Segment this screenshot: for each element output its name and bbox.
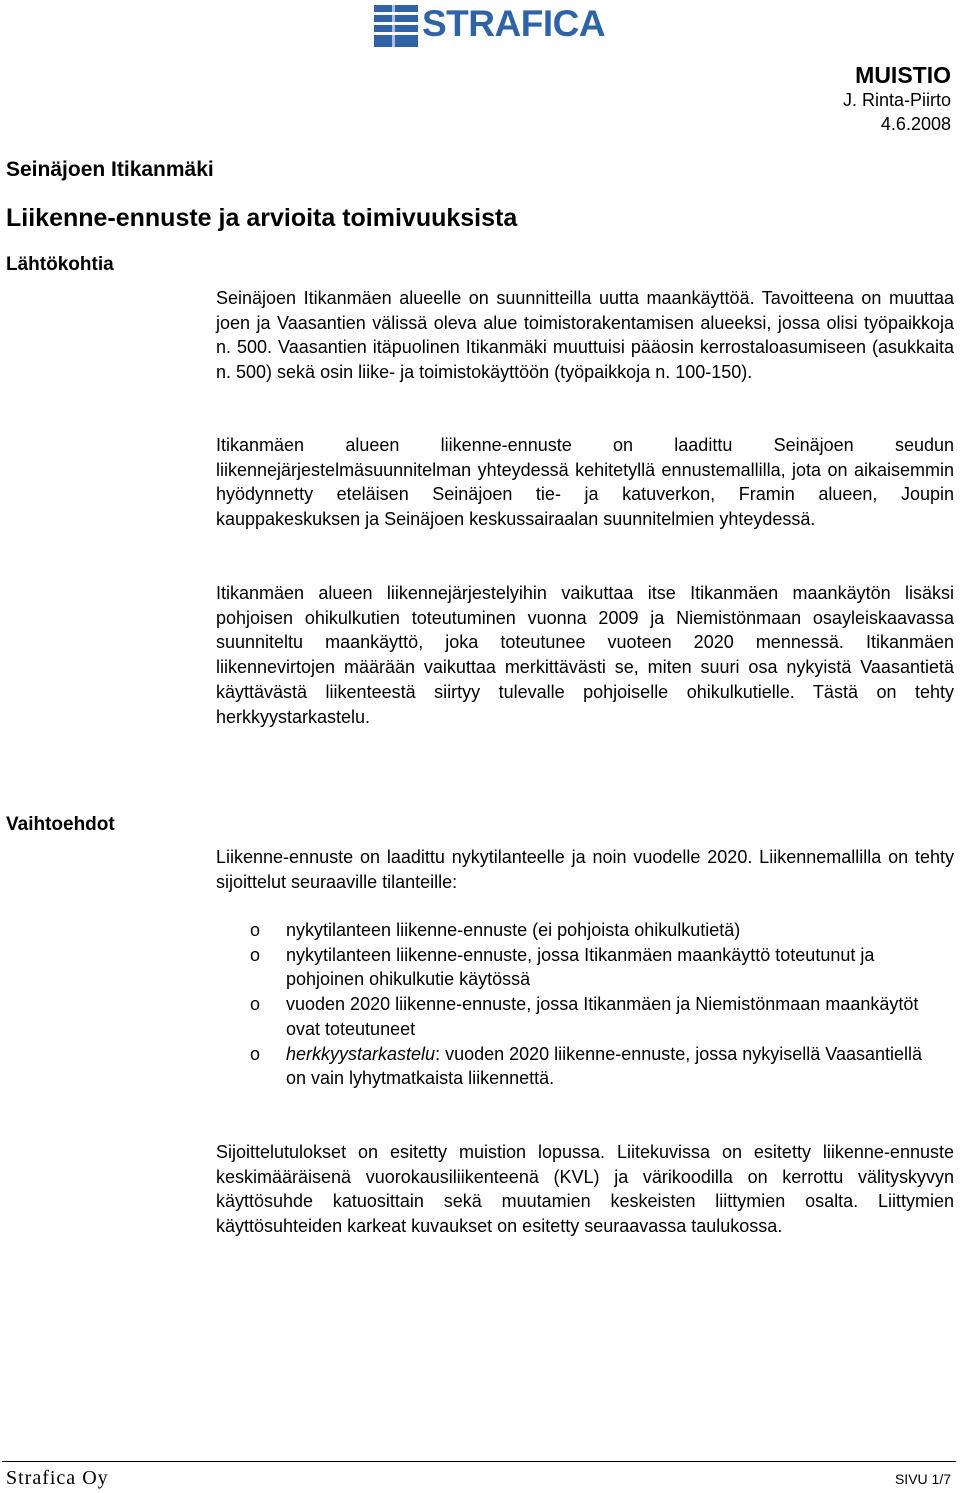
list-item <box>216 918 946 943</box>
list-item-text: nykytilanteen liikenne-ennuste, jossa Itikanmäen maankäyttö toteutunut ja pohjoinen ohikulkutie käytössä <box>286 944 875 990</box>
list-item-emphasis: herkkyystarkastelu <box>286 1043 436 1064</box>
footer-divider <box>2 1461 956 1462</box>
document-place: Seinäjoen Itikanmäki <box>6 158 214 181</box>
list-item-text: : vuoden 2020 liikenne-ennuste, jossa nykyisellä Vaasantiellä on vain lyhytmatkaista liikennettä. <box>286 1043 923 1089</box>
paragraph-results: Sijoittelutulokset on esitetty muistion lopussa. Liitekuvissa on esitetty liikenne-ennuste keskimääräisenä vuorokausiliikenteenä (KVL) ja värikoodilla on kerrottu välityskyvyn käyttösuhde katuosittain sekä muutamien keskeisten liittymien osalta. Liittymien käyttösuhteiden karkeat kuvaukset on esitetty seuraavassa taulukossa. <box>216 1142 954 1237</box>
memo-title: MUISTIO <box>855 62 951 88</box>
bullet-marker: o <box>250 920 261 940</box>
list-item <box>216 943 946 992</box>
paragraph-influences: Itikanmäen alueen liikennejärjestelyihin vaikuttaa itse Itikanmäen maankäytön lisäksi pohjoisen ohikulkutien toteutuminen vuonna 2009 ja Niemistönmaan osayleiskaavassa suunniteltu maankäyttö, joka toteutunee vuoteen 2020 mennessä. Itikanmäen liikennevirtojen määrään vaikuttaa merkittävästi se, miten suuri osa nykyistä Vaasantietä käyttävästä liikenteestä siirtyy tulevalle pohjoiselle ohikulkutielle. Tästä on tehty herkkyystarkastelu. <box>216 583 954 727</box>
paragraph-scenarios-intro: Liikenne-ennuste on laadittu nykytilanteelle ja noin vuodelle 2020. Liikennemallilla on tehty sijoittelut seuraaville tilanteille: <box>216 847 954 892</box>
list-item <box>216 1042 946 1091</box>
scenario-list <box>216 918 946 1091</box>
section-label-lahtokohtia: Lähtökohtia <box>6 254 114 275</box>
memo-header <box>843 62 951 136</box>
paragraph-forecast-model: Itikanmäen alueen liikenne-ennuste on laadittu Seinäjoen seudun liikennejärjestelmäsuunnitelman yhteydessä kehitetyllä ennustemallilla, jota on aikaisemmin hyödynnetty eteläisen Seinäjoen tie- ja katuverkon, Framin alueen, Joupin kauppakeskuksen ja Seinäjoen keskussairaalan suunnitelmien yhteydessä. <box>216 435 954 530</box>
paragraph-background: Seinäjoen Itikanmäen alueelle on suunnitteilla uutta maankäyttöä. Tavoitteena on muuttaa joen ja Vaasantien välissä oleva alue toimistorakentamisen alueeksi, jossa olisi työpaikkoja n. 500. Vaasantien itäpuolinen Itikanmäki muuttuisi pääosin kerrostaloasumiseen (asukkaita n. 500) sekä osin liike- ja toimistokäyttöön (työpaikkoja n. 100-150). <box>216 288 954 383</box>
bullet-marker: o <box>250 944 261 965</box>
bullet-marker: o <box>250 1043 261 1064</box>
list-item <box>216 992 946 1041</box>
bullet-marker: o <box>250 994 261 1015</box>
footer-company: Strafica Oy <box>6 1467 109 1489</box>
list-item-text: vuoden 2020 liikenne-ennuste, jossa Itikanmäen ja Niemistönmaan maankäytöt ovat toteutuneet <box>286 994 919 1039</box>
memo-date: 4.6.2008 <box>880 114 951 134</box>
logo-wordmark: STRAFICA <box>422 3 606 44</box>
section-label-vaihtoehdot: Vaihtoehdot <box>6 814 115 835</box>
memo-author: J. Rinta-Piirto <box>842 90 951 110</box>
strafica-logo-icon <box>372 3 420 49</box>
document-title: Liikenne-ennuste ja arvioita toimivuuksista <box>6 204 518 232</box>
strafica-logo <box>372 3 606 49</box>
list-item-text: nykytilanteen liikenne-ennuste (ei pohjoista ohikulkutietä) <box>286 920 741 940</box>
footer-page-number: SIVU 1/7 <box>894 1471 951 1487</box>
